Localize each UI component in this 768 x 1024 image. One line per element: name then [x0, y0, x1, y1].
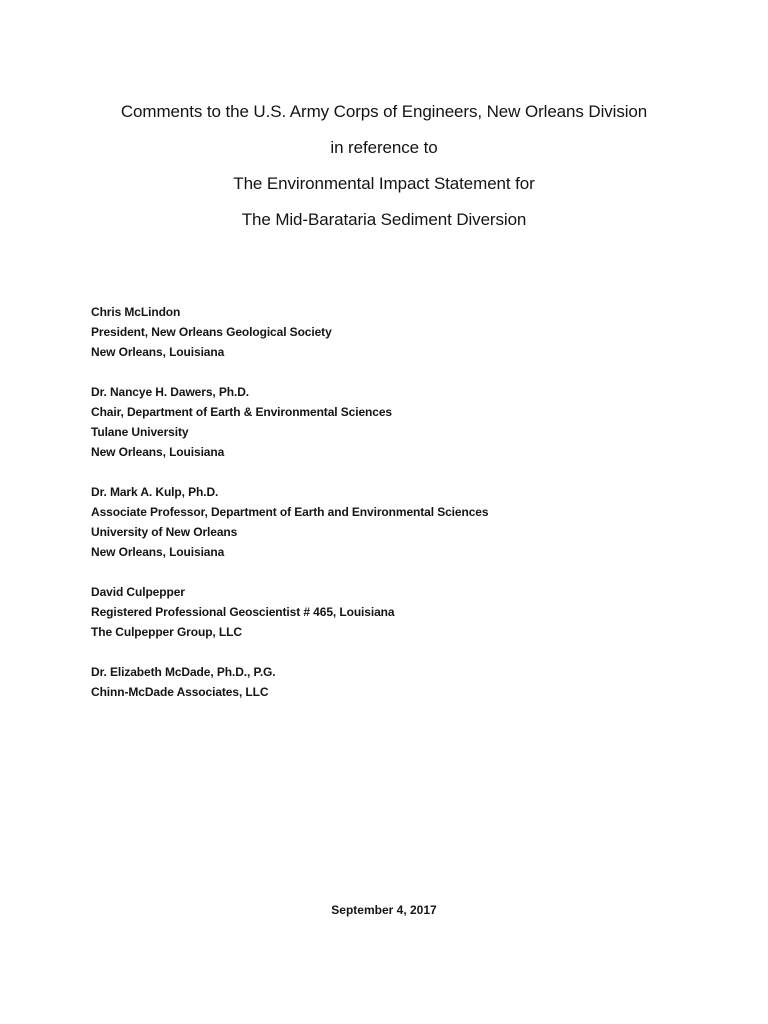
author-name: Dr. Elizabeth McDade, Ph.D., P.G. [91, 665, 276, 679]
author-mark-kulp [91, 482, 691, 562]
author-name: David Culpepper [91, 585, 185, 599]
title-line: The Mid-Barataria Sediment Diversion [241, 210, 527, 229]
author-affiliation: Registered Professional Geoscientist # 465, Louisiana [91, 605, 395, 619]
author-chris-mclindon [91, 302, 691, 362]
title-line: The Environmental Impact Statement for [233, 174, 535, 193]
author-elizabeth-mcdade [91, 662, 691, 702]
author-affiliation: President, New Orleans Geological Society [91, 325, 332, 339]
author-nancye-dawers [91, 382, 691, 462]
document-date: September 4, 2017 [331, 903, 437, 917]
author-affiliation: Chair, Department of Earth & Environmental Sciences [91, 405, 392, 419]
author-institution: Chinn-McDade Associates, LLC [91, 685, 269, 699]
author-location: New Orleans, Louisiana [91, 445, 225, 459]
author-name: Dr. Mark A. Kulp, Ph.D. [91, 485, 219, 499]
title-line: Comments to the U.S. Army Corps of Engineers, New Orleans Division [120, 102, 648, 121]
author-name: Dr. Nancye H. Dawers, Ph.D. [91, 385, 250, 399]
author-affiliation: Associate Professor, Department of Earth and Environmental Sciences [91, 505, 489, 519]
title-line: in reference to [330, 138, 438, 157]
author-institution: University of New Orleans [91, 525, 238, 539]
document-title [0, 94, 768, 238]
author-location: New Orleans, Louisiana [91, 345, 225, 359]
author-david-culpepper [91, 582, 691, 642]
author-location: New Orleans, Louisiana [91, 545, 225, 559]
author-institution: Tulane University [91, 425, 189, 439]
author-name: Chris McLindon [91, 305, 181, 319]
author-institution: The Culpepper Group, LLC [91, 625, 242, 639]
author-list [91, 302, 691, 722]
